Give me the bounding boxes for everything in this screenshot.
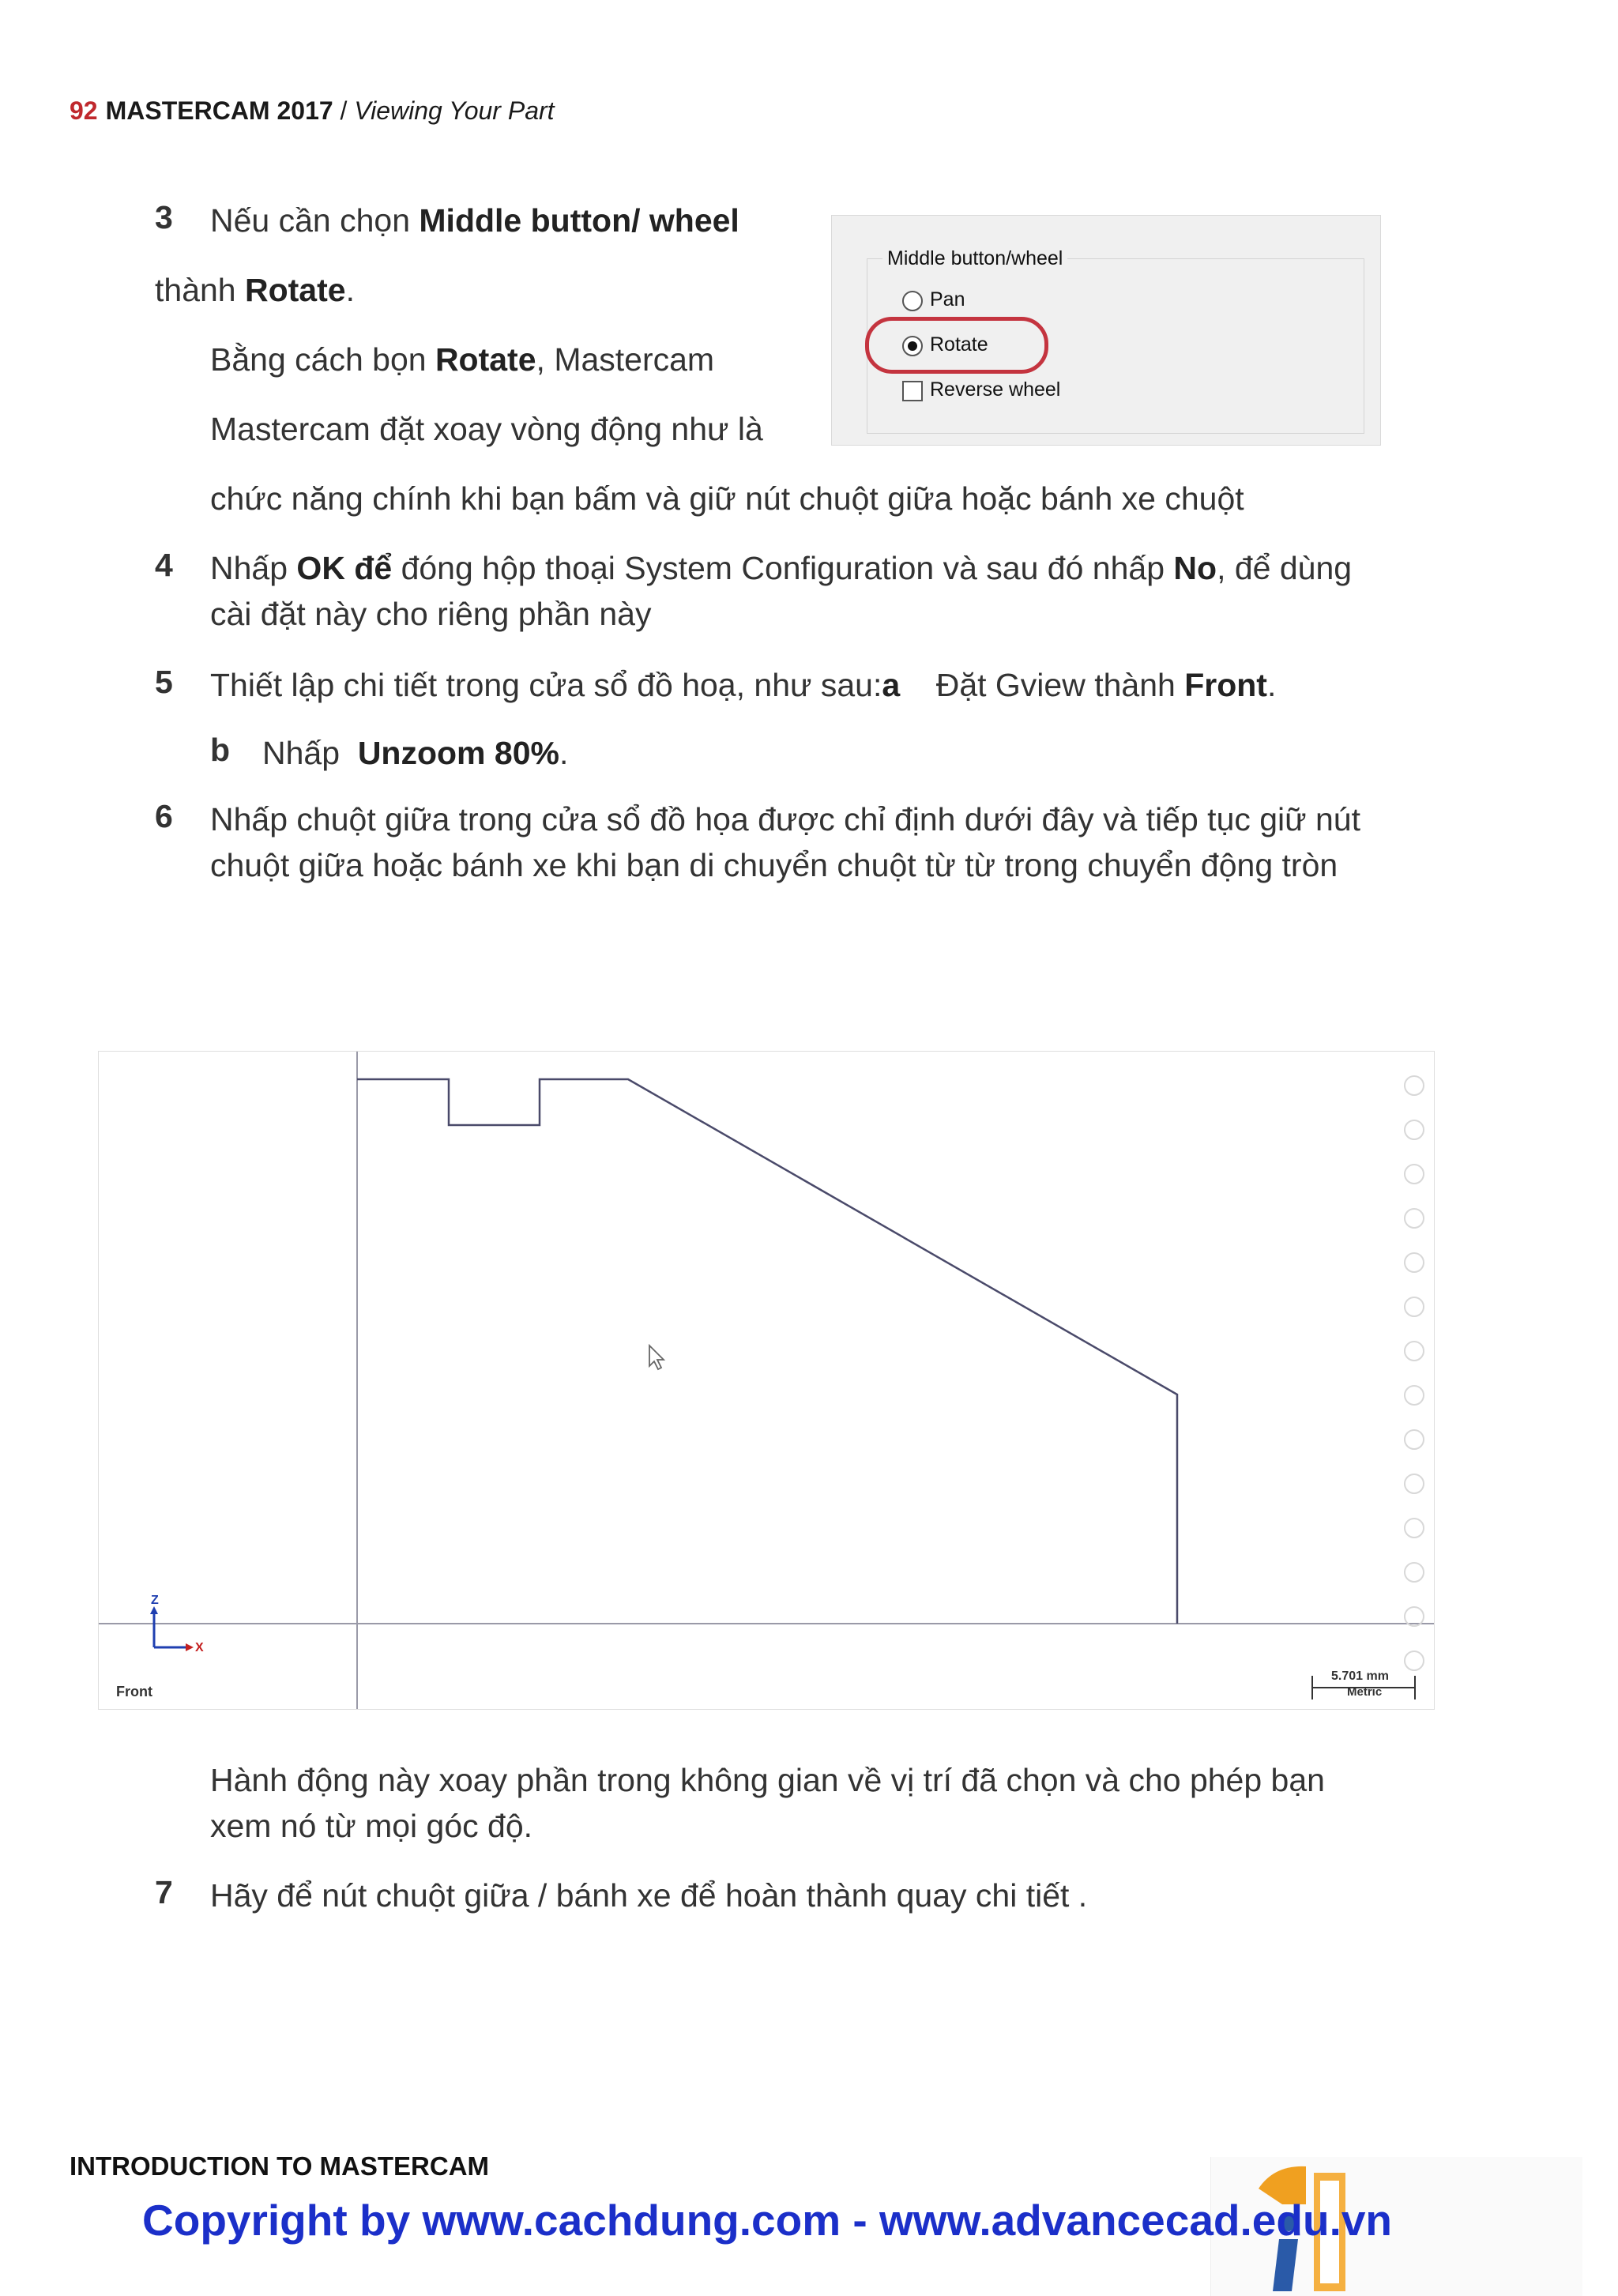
header-separator: /: [340, 96, 348, 125]
step-4-l1-post: , để dùng: [1217, 550, 1353, 586]
step-3-line-5: chức năng chính khi bạn bấm và giữ nút chuột giữa hoặc bánh xe chuột: [210, 480, 1244, 517]
step-3-l1-bold: Middle button/ wheel: [419, 202, 739, 239]
step-5-l1-bold2: Front: [1184, 667, 1267, 703]
result-line-1: Hành động này xoay phần trong không gian về vị trí đã chọn và cho phép bạn: [210, 1762, 1325, 1798]
step-3-l3-text: Bằng cách bọn: [210, 341, 435, 378]
axis-z-label: Z: [151, 1594, 159, 1607]
middle-button-settings-dialog: [831, 215, 1381, 446]
step-4-line-1: [210, 545, 1352, 591]
book-title: MASTERCAM 2017: [105, 96, 333, 125]
step-5-l1-text: Thiết lập chi tiết trong cửa sổ đồ hoạ, như sau:: [210, 667, 882, 703]
step-6-line-2: chuột giữa hoặc bánh xe khi bạn di chuyển chuột từ từ trong chuyển động tròn: [210, 847, 1338, 883]
step-5-number: 5: [155, 664, 173, 700]
graphics-window[interactable]: [98, 1051, 1435, 1710]
reverse-wheel-label: Reverse wheel: [930, 378, 1061, 401]
reverse-wheel-checkbox[interactable]: [902, 381, 923, 401]
step-5-l1-mid: Đặt Gview thành: [900, 667, 1185, 703]
step-5b-post: .: [559, 735, 569, 771]
step-7-line-1: Hãy để nút chuột giữa / bánh xe để hoàn thành quay chi tiết .: [210, 1877, 1088, 1914]
toolbar-button-icon[interactable]: [1404, 1297, 1424, 1317]
step-3-line-2: [155, 267, 355, 313]
rotate-highlight-ellipse: [865, 317, 1048, 374]
toolbar-button-icon[interactable]: [1404, 1341, 1424, 1361]
page-number: 92: [70, 96, 98, 125]
step-3-l2-text: thành: [155, 272, 245, 308]
page-header: [70, 96, 555, 126]
step-5b-text: Nhấp: [262, 735, 358, 771]
mouse-cursor-icon: [649, 1346, 664, 1369]
step-4-number: 4: [155, 547, 173, 583]
step-5-l1-bold: a: [882, 667, 901, 703]
step-5b-line: [262, 730, 568, 776]
step-5b-bold: Unzoom 80%: [357, 735, 559, 771]
toolbar-button-icon[interactable]: [1404, 1120, 1424, 1140]
pan-radio[interactable]: [902, 291, 923, 311]
step-3-l2-post: .: [345, 272, 355, 308]
step-3-l1-text: Nếu cần chọn: [210, 202, 420, 239]
toolbar-button-icon[interactable]: [1404, 1208, 1424, 1229]
book-series-footer: INTRODUCTION TO MASTERCAM: [70, 2151, 490, 2181]
toolbar-button-icon[interactable]: [1404, 1606, 1424, 1627]
result-line-2: xem nó từ mọi góc độ.: [210, 1808, 533, 1844]
step-3-line-3: [210, 337, 714, 382]
view-name-label: Front: [116, 1684, 152, 1699]
step-5-l1-post: .: [1266, 667, 1277, 703]
step-5-line-1: [210, 662, 1276, 708]
step-4-line-2: cài đặt này cho riêng phần này: [210, 596, 652, 632]
copyright-line: Copyright by www.cachdung.com - www.advancecad.edu.vn: [142, 2196, 1393, 2245]
group-label: Middle button/wheel: [882, 247, 1067, 270]
part-profile: [357, 1079, 1177, 1624]
step-4-l1-mid: đóng hộp thoại System Configuration và sau đó nhấp: [392, 550, 1174, 586]
view-sheets-toolbar: [1390, 1052, 1434, 1709]
step-6-line-1: Nhấp chuột giữa trong cửa sổ đồ họa được chỉ định dưới đây và tiếp tục giữ nút: [210, 801, 1361, 837]
toolbar-button-icon[interactable]: [1404, 1164, 1424, 1184]
axis-triad-icon: [138, 1598, 217, 1677]
step-4-l1-bold: OK để: [296, 550, 393, 586]
step-4-l1-text: Nhấp: [210, 550, 297, 586]
axis-x-label: X: [195, 1641, 204, 1654]
step-3-l3-post: , Mastercam: [536, 341, 715, 378]
step-6-number: 6: [155, 798, 173, 834]
pan-label: Pan: [930, 288, 965, 311]
toolbar-button-icon[interactable]: [1404, 1650, 1424, 1671]
scale-units: Metric: [1347, 1685, 1383, 1699]
step-3-l2-bold: Rotate: [245, 272, 346, 308]
scale-value: 5.701 mm: [1331, 1669, 1389, 1683]
toolbar-button-icon[interactable]: [1404, 1518, 1424, 1538]
step-3-l3-bold: Rotate: [435, 341, 536, 378]
step-3-number: 3: [155, 199, 173, 235]
toolbar-button-icon[interactable]: [1404, 1385, 1424, 1406]
toolbar-button-icon[interactable]: [1404, 1474, 1424, 1494]
step-5b-letter: b: [210, 732, 231, 768]
part-geometry: [99, 1052, 1434, 1709]
step-3-line-1: [210, 198, 739, 243]
chapter-title: Viewing Your Part: [354, 96, 555, 125]
toolbar-button-icon[interactable]: [1404, 1429, 1424, 1450]
rotate-label: Rotate: [930, 333, 988, 356]
toolbar-button-icon[interactable]: [1404, 1075, 1424, 1096]
step-7-number: 7: [155, 1874, 173, 1910]
toolbar-button-icon[interactable]: [1404, 1252, 1424, 1273]
step-3-line-4: Mastercam đặt xoay vòng động như là: [210, 411, 763, 447]
step-4-l1-bold2: No: [1173, 550, 1217, 586]
toolbar-button-icon[interactable]: [1404, 1562, 1424, 1583]
